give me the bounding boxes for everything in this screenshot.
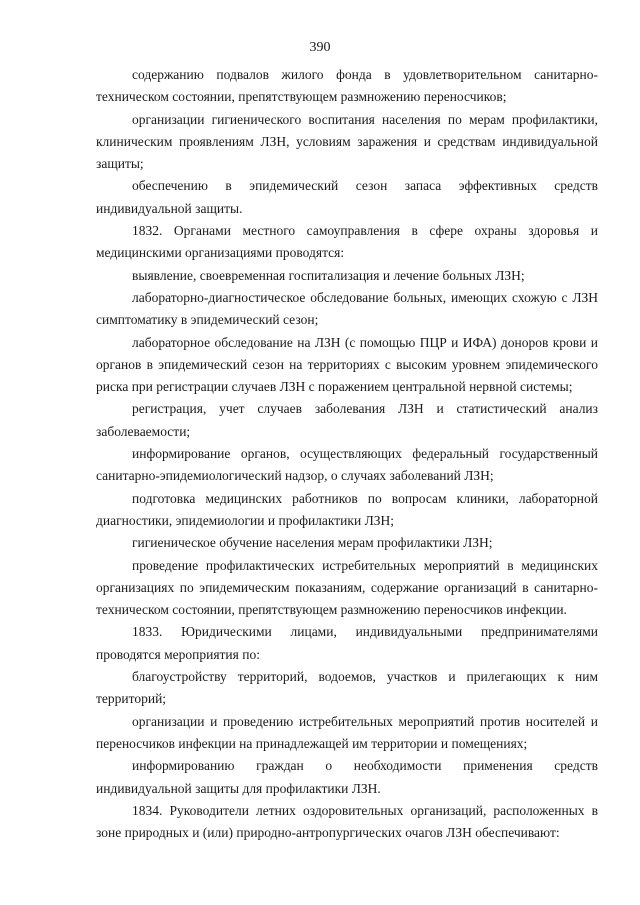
- paragraph-protection-supply: обеспечению в эпидемический сезон запаса эффективных средств индивидуальной защиты.: [96, 178, 598, 216]
- paragraph-public-education: гигиеническое обучение населения мерам профилактики ЛЗН;: [132, 535, 493, 551]
- paragraph-staff-training: подготовка медицинских работников по вопросам клиники, лабораторной диагностики, эпидемиологии и профилактики ЛЗН;: [96, 490, 598, 528]
- paragraph-registration-analysis: регистрация, учет случаев заболевания ЛЗН и статистический анализ заболеваемости;: [96, 401, 598, 439]
- page-number: 390: [309, 40, 331, 55]
- document-body: [96, 64, 598, 844]
- paragraph-extermination-measures: организации и проведению истребительных мероприятий против носителей и переносчиков инфекции на принадлежащей им территории и помещениях;: [96, 713, 598, 751]
- paragraph-territory-improvement: благоустройству территорий, водоемов, участков и прилегающих к ним территорий;: [96, 669, 598, 707]
- paragraph-informing-authorities: информирование органов, осуществляющих федеральный государственный санитарно-эпидемиологический надзор, о случаях заболеваний ЛЗН;: [96, 446, 598, 484]
- paragraph-lab-diagnostics: лабораторно-диагностическое обследование больных, имеющих схожую с ЛЗН симптоматику в эпидемический сезон;: [96, 289, 598, 328]
- paragraph-hygiene-education: организации гигиенического воспитания населения по мерам профилактики, клиническим проявлениям ЛЗН, условиям заражения и средствам индивидуальной защиты;: [96, 111, 598, 172]
- paragraph-pest-control-medical: проведение профилактических истребительных мероприятий в медицинских организациях по эпидемическим показаниям, содержание организаций в санитарно-техническом состоянии, препятствующем размножению переносчиков инфекции.: [96, 557, 598, 618]
- paragraph-basement-maintenance: содержанию подвалов жилого фонда в удовлетворительном санитарно-техническом состоянии, препятствующем размножению переносчиков;: [96, 67, 598, 105]
- paragraph-section-1832: 1832. Органами местного самоуправления в сфере охраны здоровья и медицинскими организациями проводятся:: [96, 223, 598, 261]
- paragraph-donor-screening: лабораторное обследование на ЛЗН (с помощью ПЦР и ИФА) доноров крови и органов в эпидемический сезон на территориях с высоким уровнем эпидемического риска при регистрации случаев ЛЗН с поражением центральной нервной системы;: [96, 334, 598, 395]
- paragraph-section-1833: 1833. Юридическими лицами, индивидуальными предпринимателями проводятся мероприятия по:: [96, 624, 598, 662]
- paragraph-informing-citizens: информированию граждан о необходимости применения средств индивидуальной защиты для профилактики ЛЗН.: [96, 758, 598, 796]
- paragraph-section-1834: 1834. Руководители летних оздоровительных организаций, расположенных в зоне природных и (или) природно-антропургических очагов ЛЗН обеспечивают:: [96, 802, 598, 841]
- paragraph-detection-treatment: выявление, своевременная госпитализация и лечение больных ЛЗН;: [132, 267, 525, 283]
